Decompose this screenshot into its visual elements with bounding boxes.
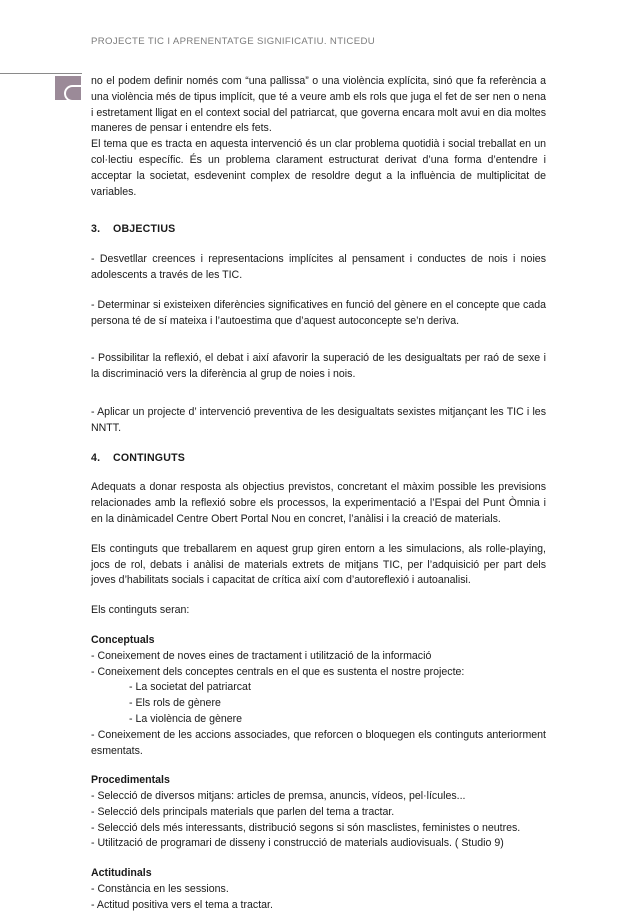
actitudinals-item-2: - Actitud positiva vers el tema a tractar. [91, 898, 273, 911]
conceptuals-line-3: - Coneixement de les accions associades, que reforcen o bloquegen els continguts anteriorment esmentats. [91, 728, 546, 757]
objective-2: - Determinar si existeixen diferències significatives en funció del gènere en el concepte que cada persona té de sí mateixa i l’autoestima que d’aquest autoconcepte se’n deriva. [91, 298, 546, 327]
intro-paragraph-2: El tema que es tracta en aquesta intervenció és un clar problema quotidià i social treballat en un col·lectiu específic. És un problema clarament estructurat derivat d’una forma d’entendre i acceptar la societat, esdevenint complex de resoldre degut a la influència de multiplicitat de variables. [91, 138, 546, 198]
conceptuals-line-1: - Coneixement de noves eines de tractament i utilització de la informació [91, 649, 432, 662]
conceptuals-sub-3: - La violència de gènere [129, 712, 243, 725]
intro-paragraph-1: no el podem definir només com “una pallissa” o una violència explícita, sinó que fa referència a una violència més de tipus implícit, que té a veure amb els rols que juga el fet de ser nen o nena i estretament lligat en el context social del patriarcat, que governa encara molt avui en dia moltes maneres de pensar i entendre els fets. [91, 75, 546, 135]
section-3-title: OBJECTIUS [113, 223, 176, 236]
contents-paragraph-3: Els continguts seran: [91, 604, 190, 617]
conceptuals-sub-1: - La societat del patriarcat [129, 681, 251, 694]
contents-paragraph-2: Els continguts que treballarem en aquest grup giren entorn a les simulacions, als rolle-playing, jocs de rol, debats i anàlisi de materials extrets de mitjans TIC, per l’adquisició per part dels joves d’habilitats socials i capacitat de crítica així com d’autoreflexió i autoanalisi. [91, 542, 546, 587]
procedimentals-heading: Procedimentals [91, 774, 170, 787]
section-3-heading [91, 222, 546, 238]
objective-4: - Aplicar un projecte d’ intervenció preventiva de les desigualtats sexistes mitjançant les TIC i les NNTT. [91, 405, 546, 434]
document-body [91, 74, 546, 914]
actitudinals-heading: Actitudinals [91, 867, 152, 880]
page-header: PROJECTE TIC I APRENENTATGE SIGNIFICATIU. NTICEDU [91, 36, 376, 47]
contents-paragraph-1: Adequats a donar resposta als objectius previstos, concretant el màxim possible les previsions relacionades amb la reflexió sobre els processos, la experimentació a l’Espai del Punt Òmnia i en la dinàmicadel Centre Obert Portal Nou en concret, l’anàlisi i la creació de materials. [91, 481, 546, 525]
section-4-title: CONTINGUTS [113, 451, 186, 464]
procedimentals-item-2: - Selecció dels principals materials que parlen del tema a tractar. [91, 805, 395, 818]
page-number-glyph [64, 85, 81, 102]
procedimentals-item-1: - Selecció de diversos mitjans: articles de premsa, anuncis, vídeos, pel·lícules... [91, 790, 466, 803]
header-rule [0, 73, 82, 74]
actitudinals-item-1: - Constància en les sessions. [91, 883, 229, 896]
objective-3: - Possibilitar la reflexió, el debat i així afavorir la superació de les desigualtats per raó de sexe i la discriminació vers la diferència al grup de noies i nois. [91, 352, 546, 381]
section-3-number: 3. [91, 223, 101, 236]
procedimentals-item-4: - Utilització de programari de disseny i construcció de materials audiovisuals. ( Studio 9) [91, 837, 504, 850]
objective-1: - Desvetllar creences i representacions implícites al pensament i conductes de nois i noies adolescents a través de les TIC. [91, 253, 546, 281]
section-4-number: 4. [91, 451, 101, 464]
section-4-heading [91, 451, 546, 467]
conceptuals-line-2: - Coneixement dels conceptes centrals en el que es sustenta el nostre projecte: [91, 665, 465, 678]
procedimentals-item-3: - Selecció dels més interessants, distribució segons si són masclistes, feministes o neutres. [91, 821, 521, 834]
conceptuals-sub-2: - Els rols de gènere [129, 697, 221, 710]
conceptuals-heading: Conceptuals [91, 633, 155, 646]
